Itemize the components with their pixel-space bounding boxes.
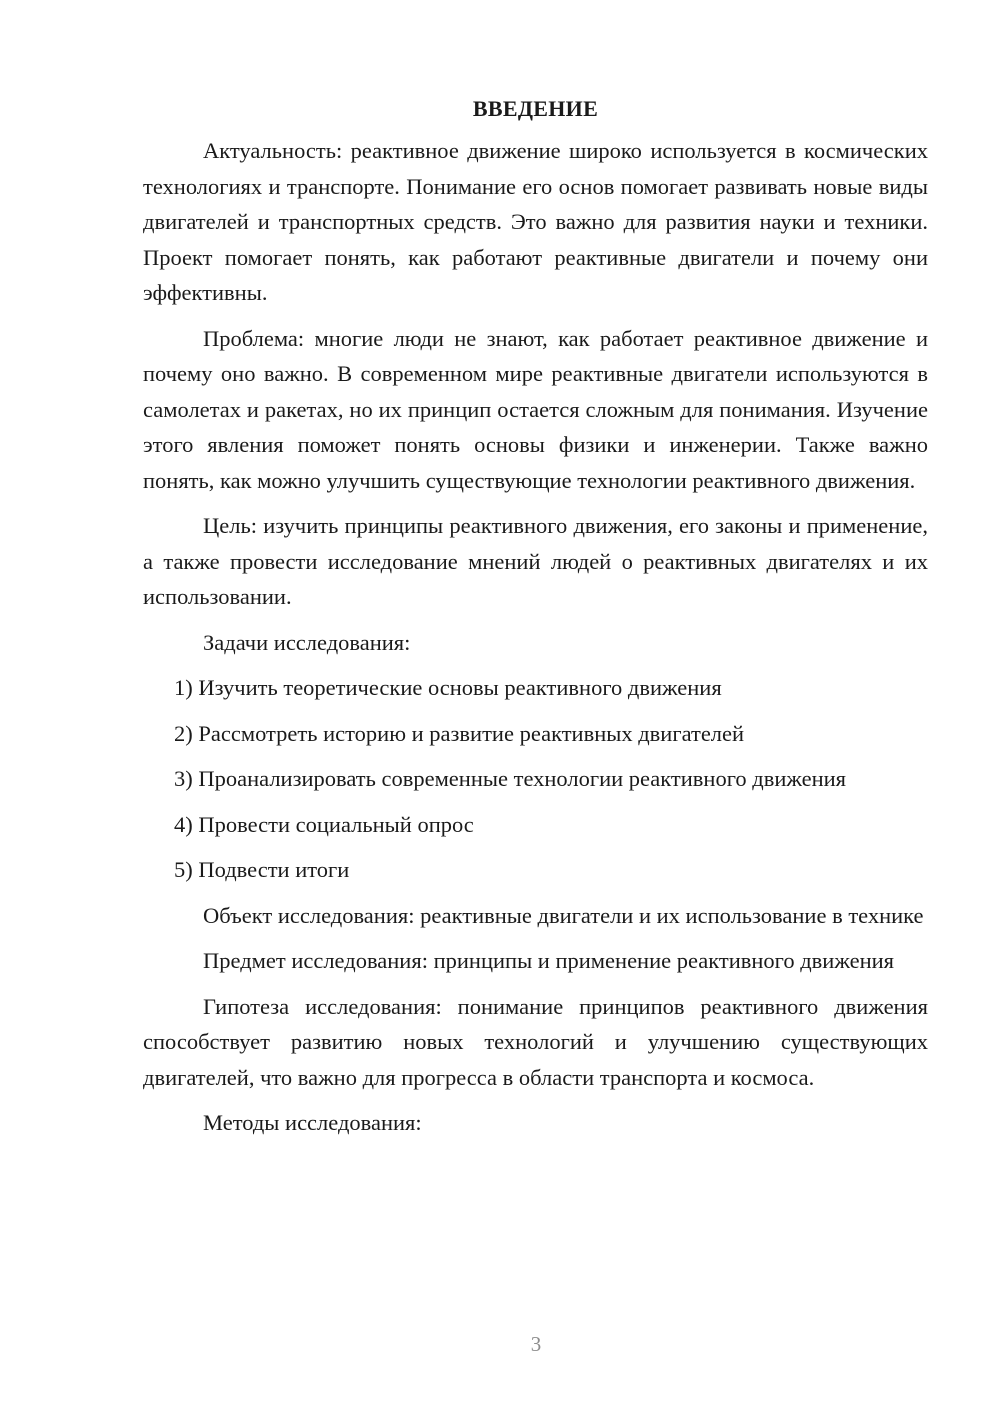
task-item-1: 1) Изучить теоретические основы реактивного движения	[174, 675, 722, 700]
paragraph-problem: Проблема: многие люди не знают, как работает реактивное движение и почему оно важно. В современном мире реактивные двигатели используются в самолетах и ракетах, но их принцип остается сложным для понимания. Изучение этого явления поможет понять основы физики и инженерии. Также важно понять, как можно улучшить существующие технологии реактивного движения.	[143, 325, 928, 493]
paragraph-hypothesis: Гипотеза исследования: понимание принципов реактивного движения способствует развитию новых технологий и улучшению существующих двигателей, что важно для прогресса в области транспорта и космоса.	[143, 993, 928, 1090]
task-item-2: 2) Рассмотреть историю и развитие реактивных двигателей	[174, 720, 745, 746]
paragraph-methods: Методы исследования:	[203, 1110, 422, 1135]
paragraph-goal: Цель: изучить принципы реактивного движения, его законы и применение, а также провести исследование мнений людей о реактивных двигателях и их использовании.	[143, 513, 928, 609]
task-item-5: 5) Подвести итоги	[174, 857, 350, 882]
page-number: 3	[530, 1332, 542, 1356]
tasks-heading: Задачи исследования:	[203, 629, 411, 655]
paragraph-subject: Предмет исследования: принципы и применение реактивного движения	[203, 948, 894, 973]
document-page	[143, 94, 928, 1151]
task-list	[143, 670, 928, 888]
paragraph-object: Объект исследования: реактивные двигатели и их использование в технике	[203, 902, 924, 928]
task-item-3: 3) Проанализировать современные технологии реактивного движения	[174, 766, 847, 791]
task-item-4: 4) Провести социальный опрос	[174, 811, 474, 837]
paragraph-relevance: Актуальность: реактивное движение широко используется в космических технологиях и транспорте. Понимание его основ помогает развивать новые виды двигателей и транспортных средств. Это важно для развития науки и техники. Проект помогает понять, как работают реактивные двигатели и почему они эффективны.	[143, 138, 928, 305]
page-title: ВВЕДЕНИЕ	[472, 96, 599, 121]
